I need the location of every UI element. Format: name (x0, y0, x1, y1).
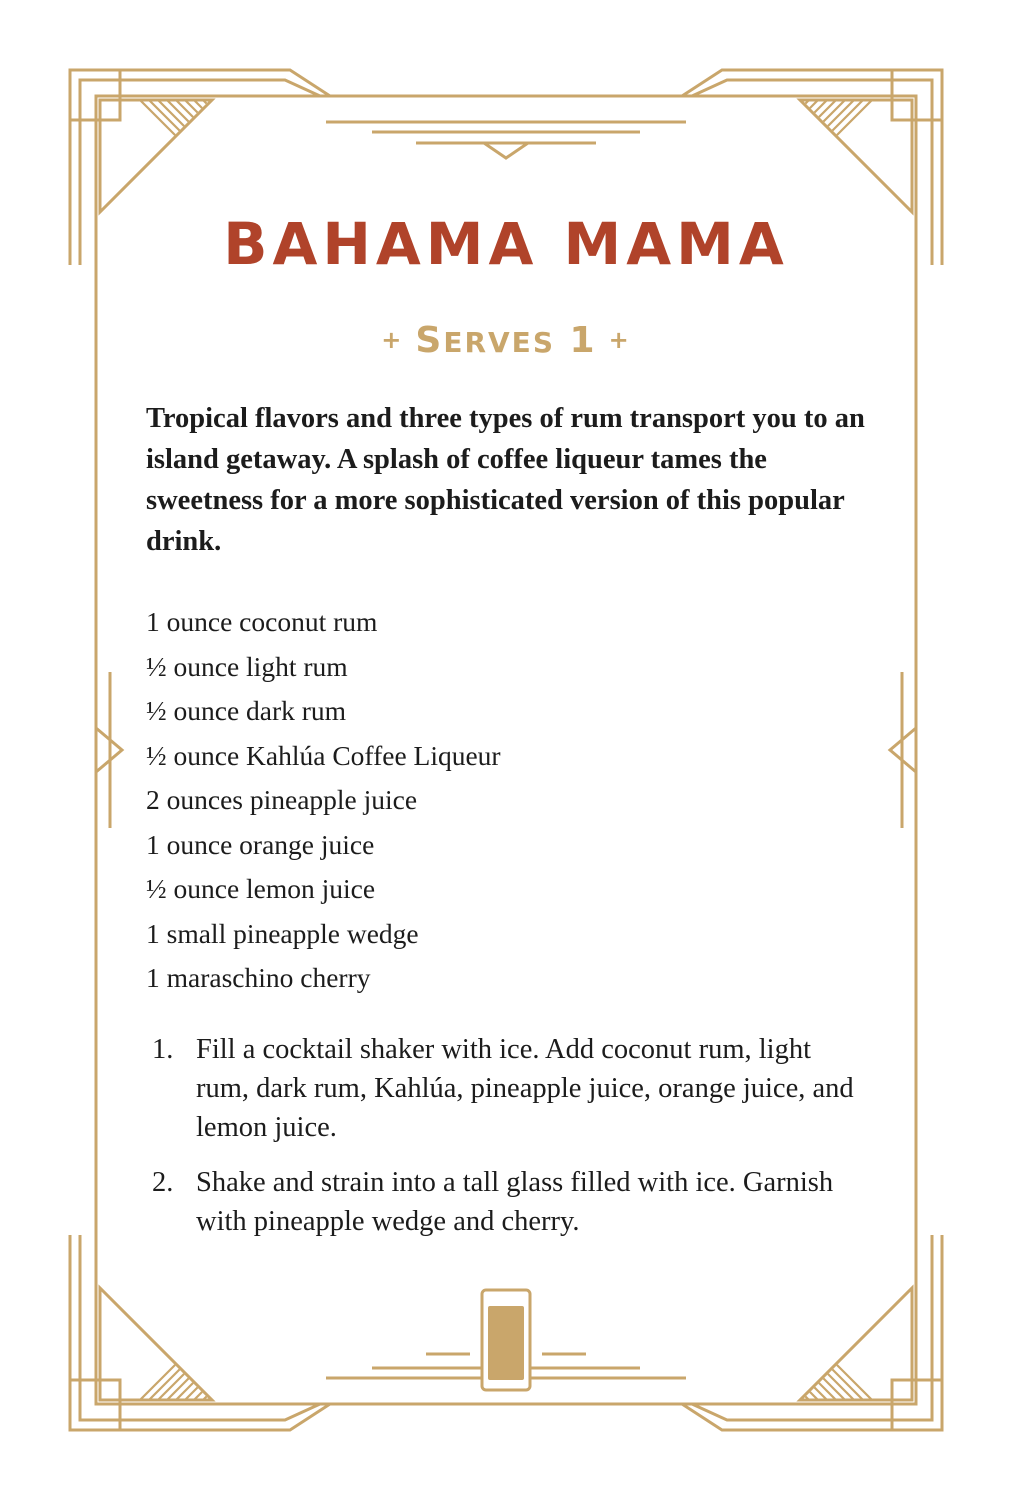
step-text: Shake and strain into a tall glass filled with ice. Garnish with pineapple wedge and cherry. (196, 1167, 834, 1237)
step-number: 1. (152, 1034, 174, 1065)
star-right: + (608, 326, 631, 354)
instruction-steps (146, 1030, 866, 1257)
step-item (146, 1163, 866, 1241)
ingredient-item: ½ ounce Kahlúa Coffee Liqueur (146, 739, 501, 771)
ingredient-item: 1 small pineapple wedge (146, 917, 419, 949)
serves-line (0, 318, 1012, 365)
star-left: + (381, 326, 404, 354)
serves-label-initial: S (415, 320, 444, 361)
ingredient-item: 1 ounce orange juice (146, 828, 375, 860)
serves-label-rest: ERVES (443, 326, 555, 359)
ingredient-list (146, 600, 501, 1001)
step-number: 2. (152, 1167, 174, 1198)
serves-count: 1 (569, 320, 597, 361)
step-item (146, 1030, 866, 1147)
recipe-title: BAHAMA MAMA (223, 210, 789, 278)
ingredient-item: ½ ounce dark rum (146, 695, 347, 726)
ingredient-item: 2 ounces pineapple juice (146, 784, 418, 815)
ingredient-item: ½ ounce lemon juice (146, 873, 376, 904)
ingredient-item: ½ ounce light rum (146, 650, 348, 682)
step-text: Fill a cocktail shaker with ice. Add coconut rum, light rum, dark rum, Kahlúa, pineapple juice, orange juice, and lemon juice. (196, 1034, 854, 1143)
recipe-intro: Tropical flavors and three types of rum transport you to an island getaway. A splash of coffee liqueur tames the sweetness for a more sophisticated version of this popular drink. (146, 403, 865, 557)
ingredient-item: 1 maraschino cherry (146, 962, 371, 993)
ingredient-item: 1 ounce coconut rum (146, 606, 378, 637)
highball-glass-icon (482, 1290, 530, 1390)
